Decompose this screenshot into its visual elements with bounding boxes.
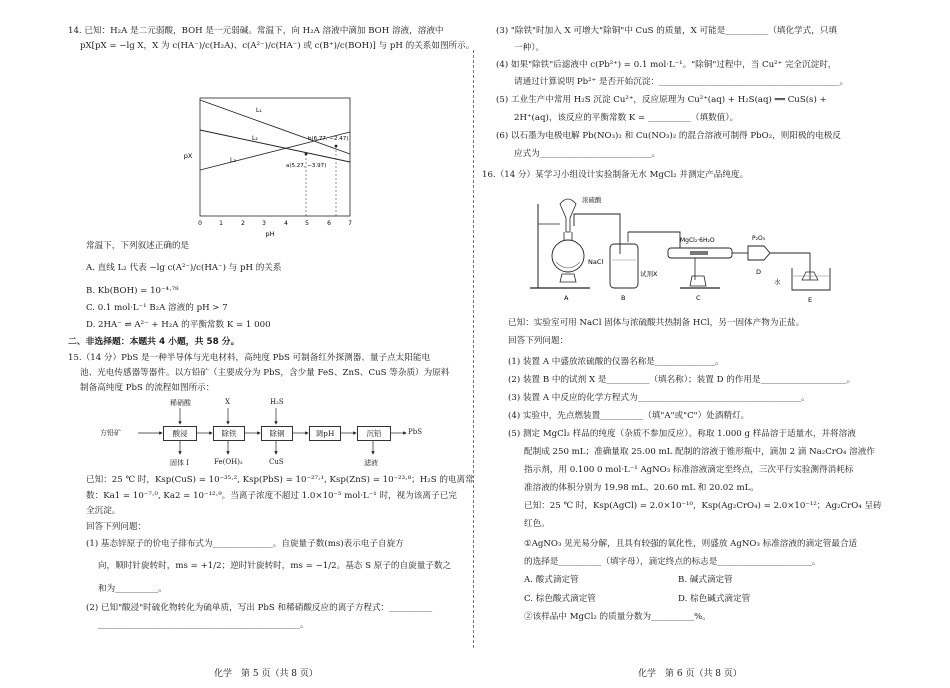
q14-line1: 14. 已知：H₂A 是二元弱酸，BOH 是一元弱碱。常温下，向 H₂A 溶液中滴加 BOH 溶液，溶液中: [68, 26, 444, 36]
beaker-e: [792, 268, 830, 290]
q16-sub4: (4) 实验中，先点燃装置__________（填"A"或"C"）处酒精灯。: [508, 411, 750, 421]
label-water: 水: [774, 278, 781, 286]
right-page: [478, 0, 950, 688]
q16-sub3: (3) 装置 A 中反应的化学方程式为______________________________________。: [508, 393, 810, 403]
q15-known3: 全沉淀。: [86, 506, 121, 516]
q15-known1: 已知：25 ℃ 时，Ksp(CuS) = 10⁻³⁵·², Ksp(PbS) = 10⁻²⁷·¹, Ksp(ZnS) = 10⁻²³·⁸；H₂S 的电离常: [86, 475, 474, 485]
label-d: D: [756, 268, 762, 276]
tick-4: 4: [284, 220, 288, 227]
process-flowchart: [100, 398, 440, 470]
flow-step-remove-iron: 除铁: [213, 426, 245, 441]
q15-sub4-line1: (4) 如果"除铁"后滤液中 c(Pb²⁺) = 0.1 mol·L⁻¹。"除铜"过程中，当 Cu²⁺ 完全沉淀时，: [496, 60, 837, 70]
apparatus-diagram: [530, 184, 870, 320]
q15-sub5-line1: (5) 工业生产中常用 H₂S 沉淀 Cu²⁺，反应原理为 Cu²⁺(aq) + H₂S(aq) ══ CuS(s) +: [496, 95, 827, 105]
lamp-c: [690, 276, 706, 286]
flow-output-solid: 固体 I: [170, 459, 189, 467]
label-e: E: [808, 296, 813, 304]
flow-input-x: X: [225, 398, 230, 406]
label-p2o5: P₂O₅: [752, 235, 766, 242]
q14-option-d: D. 2HA⁻ ⇌ A²⁻ + H₂A 的平衡常数 K = 1 000: [86, 320, 271, 330]
q14-option-c: C. 0.1 mol·L⁻¹ B₂A 溶液的 pH > 7: [86, 303, 228, 313]
tick-3: 3: [262, 220, 266, 227]
flow-step-remove-copper: 除铜: [261, 426, 293, 441]
x-axis-label: pH: [265, 230, 275, 238]
q16-sub5-line1: (5) 测定 MgCl₂ 样品的纯度（杂质不参加反应）。称取 1.000 g 样品溶于适量水，并将溶液: [508, 429, 856, 439]
label-l2: L₂: [252, 135, 258, 142]
drying-tube-d: [748, 246, 770, 260]
q15-sub2-line2: _______________________________________________。: [98, 620, 309, 630]
q16-known: 已知：实验室可用 NaCl 固体与浓硫酸共热制备 HCl，另一固体产物为正盐。: [508, 318, 805, 328]
point-a: [305, 153, 308, 156]
q15-intro3: 制备高纯度 PbS 的流程如图所示：: [80, 383, 215, 393]
y-axis-label: pX: [183, 152, 193, 160]
flow-input-h2s: H₂S: [270, 398, 284, 406]
q16-circle1-line2: 的选择是__________（填字母），滴定终点的标志是______________________。: [524, 557, 821, 567]
q16-sub1: (1) 装置 A 中盛放浓硫酸的仪器名称是______________。: [508, 357, 724, 367]
label-point-a: a(5.27, −3.97): [286, 163, 327, 169]
q16-option-a: A. 酸式滴定管: [524, 575, 579, 585]
tick-7: 7: [348, 220, 352, 227]
q16-option-c: C. 棕色酸式滴定管: [524, 594, 596, 604]
wash-bottle-b: [610, 244, 638, 288]
q15-sub2-line1: (2) 已知"酸浸"时硫化物转化为硫单质，写出 PbS 和稀硝酸反应的离子方程式：__________: [86, 603, 433, 613]
q16-sub5-line5: 已知：25 ℃ 时，Ksp(AgCl) = 2.0×10⁻¹⁰，Ksp(Ag₂CrO₄) = 2.0×10⁻¹²；Ag₂CrO₄ 呈砖: [524, 501, 882, 511]
q14-prompt: 常温下，下列叙述正确的是: [86, 241, 190, 251]
tick-6: 6: [327, 220, 331, 227]
flow-step-adjust-ph: 调pH: [309, 426, 341, 441]
label-l3: L₃: [230, 157, 236, 164]
lamp-a: [560, 274, 576, 282]
flow-output-feoh3: Fe(OH)₃: [214, 458, 243, 466]
label-b: B: [621, 294, 626, 302]
tick-2: 2: [241, 220, 245, 227]
q15-sub1-line3: 和为__________。: [98, 584, 167, 594]
q16-sub5-line6: 红色。: [524, 519, 550, 529]
flow-input-nitric-acid: 稀硝酸: [170, 399, 191, 407]
q16-option-b: B. 碱式滴定管: [678, 575, 733, 585]
q15-sub6-line1: (6) 以石墨为电极电解 Pb(NO₃)₂ 和 Cu(NO₃)₂ 的混合溶液可制得 PbO₂，则阳极的电极反: [496, 131, 841, 141]
q14-line2: pX[pX = −lg X，X 为 c(HA⁻)/c(H₂A)、c(A²⁻)/c(HA⁻) 或 c(B⁺)/c(BOH)] 与 pH 的关系如图所示。: [80, 41, 475, 51]
tick-1: 1: [219, 220, 223, 227]
label-a: A: [564, 294, 569, 302]
q16-circle1-line1: ①AgNO₃ 见光易分解，且具有较强的氧化性，则盛放 AgNO₃ 标准溶液的滴定管最合适: [524, 539, 858, 549]
x-ticks: [198, 220, 352, 227]
label-c: C: [696, 294, 701, 302]
tick-5: 5: [305, 220, 309, 227]
q16-circle2: ②该样品中 MgCl₂ 的质量分数为__________%。: [524, 612, 711, 622]
label-point-b: b(6.77, −2.47): [308, 136, 349, 142]
page-footer-right: 化学 第 6 页（共 8 页）: [638, 669, 742, 679]
section-2-heading: 二、非选择题：本题共 4 小题，共 58 分。: [68, 337, 240, 347]
flow-product: PbS: [408, 428, 422, 436]
q16-intro: 16.（14 分）某学习小组设计实验制备无水 MgCl₂ 并测定产品纯度。: [482, 170, 749, 180]
flow-output-filtrate: 滤液: [364, 459, 378, 467]
q16-sub5-line2: 配制成 250 mL；准确量取 25.00 mL 配制的溶液于锥形瓶中，滴加 2 滴 Na₂CrO₄ 溶液作: [524, 447, 875, 457]
point-b: [335, 145, 338, 148]
flow-step-acid-leach: 酸浸: [163, 426, 197, 441]
label-nacl: NaCl: [588, 258, 604, 266]
q15-sub1-line2: 向，顺时针旋转时，ms = +1/2；逆时针旋转时，ms = −1/2。基态 S 原子的自旋量子数之: [98, 561, 452, 571]
q14-option-b: B. Kb(BOH) = 10⁻⁴·⁷⁸: [86, 286, 179, 296]
column-divider: [473, 50, 474, 648]
page-footer-left: 化学 第 5 页（共 8 页）: [214, 669, 318, 679]
q14-option-a: A. 直线 L₂ 代表 −lg c(A²⁻)/c(HA⁻) 与 pH 的关系: [86, 263, 282, 273]
q16-sub5-line4: 准溶液的体积分别为 19.98 mL、20.60 mL 和 20.02 mL。: [524, 483, 759, 493]
q15-sub1-line1: (1) 基态锌原子的价电子排布式为______________。自旋量子数(ms)表示电子自旋方: [86, 539, 404, 549]
q15-sub3-line1: (3) "除铁"时加入 X 可增大"除铜"中 CuS 的质量，X 可能是__________（填化学式，只填: [496, 26, 838, 36]
flow-output-cus: CuS: [269, 458, 284, 466]
px-ph-graph: [160, 88, 360, 238]
q15-sub6-line2: 应式为__________________________。: [514, 149, 661, 159]
flask-a: [552, 240, 584, 272]
q16-sub5-line3: 指示剂，用 0.100 0 mol·L⁻¹ AgNO₃ 标准溶液滴定至终点，三次平行实验测得消耗标: [524, 465, 854, 475]
q16-option-d: D. 棕色碱式滴定管: [678, 594, 751, 604]
tick-0: 0: [198, 220, 202, 227]
label-reagent-x: 试剂X: [640, 270, 658, 278]
flow-step-precipitate-lead: 沉铅: [357, 426, 391, 441]
q15-intro1: 15.（14 分）PbS 是一种半导体与光电材料，高纯度 PbS 可制备红外探测器、量子点太阳能电: [68, 353, 431, 363]
label-mgcl2: MgCl₂·6H₂O: [680, 237, 715, 244]
q16-sub2: (2) 装置 B 中的试剂 X 是__________（填名称）；装置 D 的作用是____________________。: [508, 375, 856, 385]
label-l1: L₁: [256, 107, 262, 114]
q15-sub3-line2: 一种）。: [514, 43, 545, 53]
q15-sub4-line2: 请通过计算说明 Pb²⁺ 是否开始沉淀：__________________________________________。: [514, 77, 849, 87]
label-conc-acid: 浓硫酸: [582, 196, 602, 204]
q15-intro2: 池、光电传感器等器件。以方铅矿（主要成分为 PbS，含少量 FeS、ZnS、CuS 等杂质）为原料: [80, 368, 450, 378]
q15-known2: 数：Ka1 = 10⁻⁷·⁰, Ka2 = 10⁻¹²·⁹。当离子浓度不超过 1.0×10⁻⁵ mol·L⁻¹ 时，视为该离子已完: [86, 491, 457, 501]
q15-sub5-line2: 2H⁺(aq)，该反应的平衡常数 K = __________（填数值）。: [514, 113, 739, 123]
q15-answer-prompt: 回答下列问题：: [86, 522, 147, 532]
flow-ore: 方铅矿: [100, 429, 121, 437]
q16-ask: 回答下列问题：: [508, 336, 569, 346]
